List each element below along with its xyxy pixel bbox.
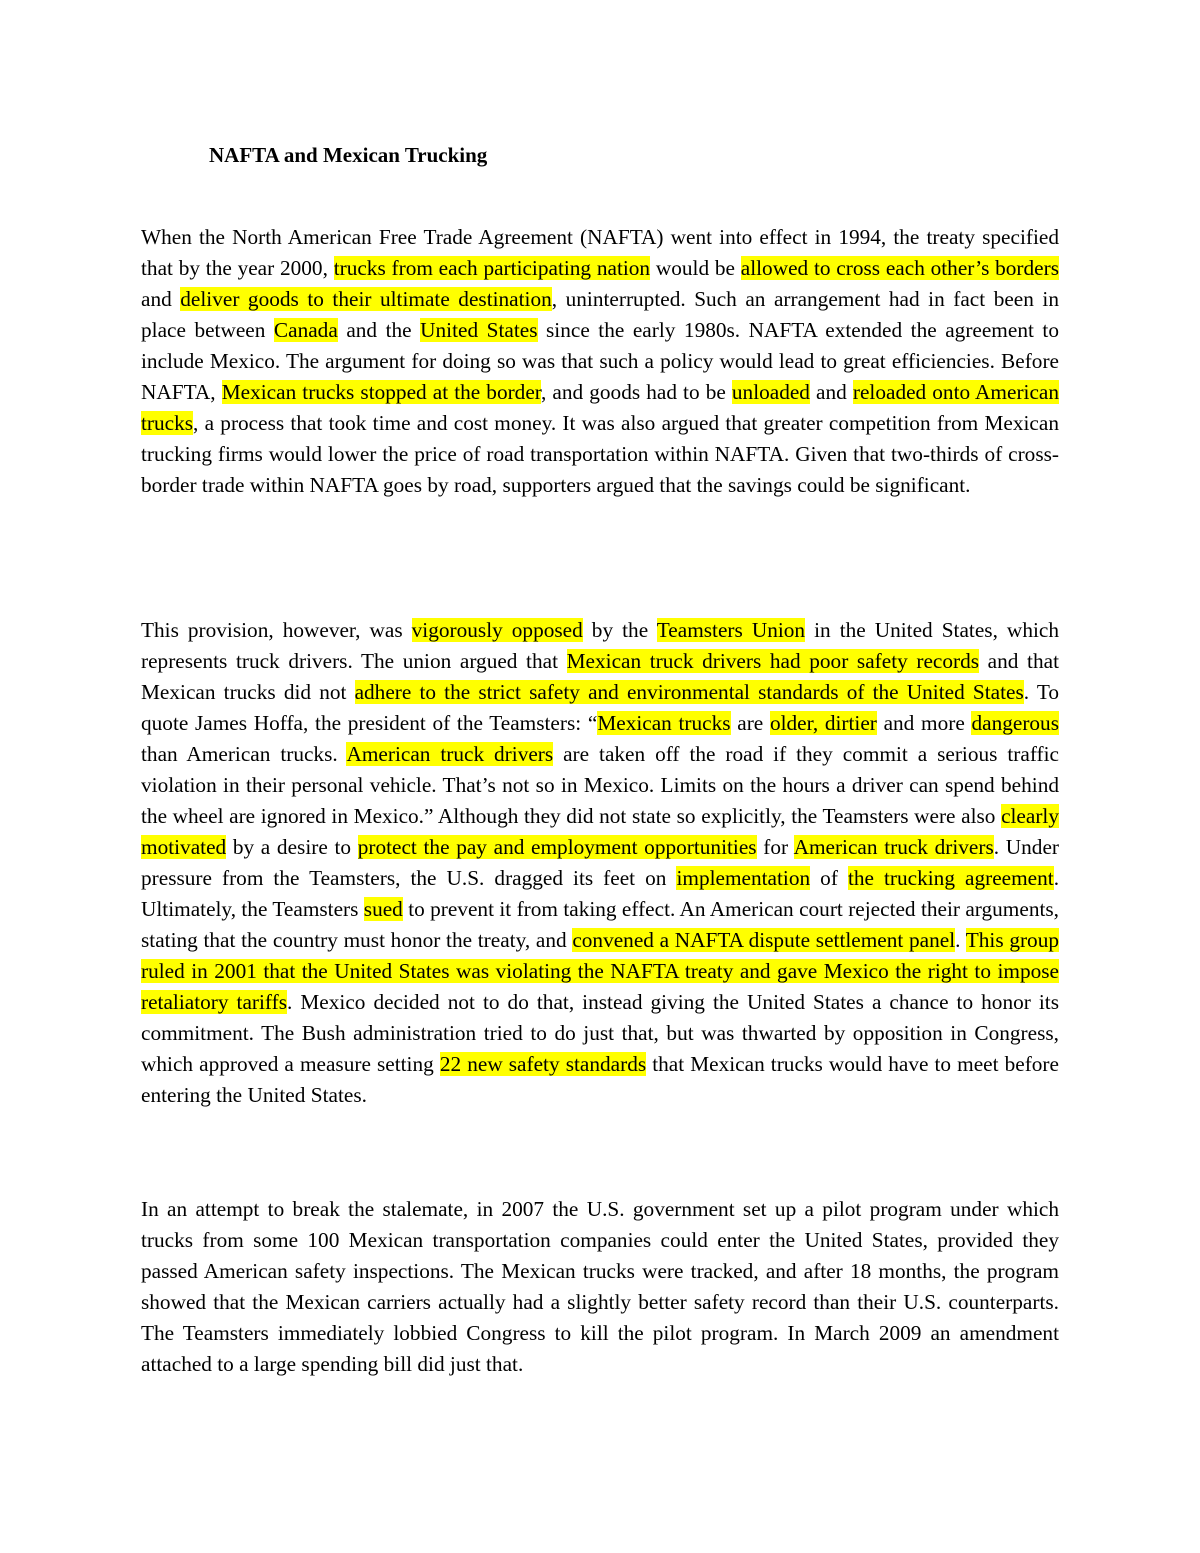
body-text: of — [810, 866, 848, 890]
highlighted-text: Mexican trucks stopped at the border — [221, 380, 542, 404]
body-text: , and goods had to be — [541, 380, 732, 404]
highlighted-text: vigorously opposed — [411, 618, 583, 642]
highlighted-text: implementation — [676, 866, 811, 890]
highlighted-text: adhere to the strict safety and environmental standards of the United States — [354, 680, 1024, 704]
body-text: would be — [650, 256, 741, 280]
body-text: . Under pressure from the Teamsters, the U.S. dragged its feet on — [141, 835, 1059, 890]
body-text: and that Mexican trucks did not — [141, 649, 1059, 704]
body-text: . Ultimately, the Teamsters — [141, 866, 1060, 921]
body-text: by the — [582, 618, 657, 642]
paragraph-3 — [141, 1194, 1059, 1380]
highlighted-text: United States — [420, 318, 538, 342]
highlighted-text: Teamsters Union — [656, 618, 806, 642]
body-text: than American trucks. — [141, 742, 347, 766]
highlighted-text: convened a NAFTA dispute settlement panel — [572, 928, 956, 952]
paragraph-1 — [141, 222, 1059, 501]
highlighted-text: American truck drivers — [793, 835, 994, 859]
body-text: , uninterrupted. Such an arrangement had in fact been in place between — [141, 287, 1059, 342]
body-text: since the early 1980s. NAFTA extended the agreement to include Mexico. The argument for doing so was that such a policy would lead to great efficiencies. Before NAFTA, — [141, 318, 1059, 404]
body-text: for — [756, 835, 794, 859]
highlighted-text: protect the pay and employment opportunities — [357, 835, 757, 859]
body-text: and — [141, 287, 181, 311]
body-text: and more — [876, 711, 972, 735]
body-text: to prevent it from taking effect. An American court rejected their arguments, stating that the country must honor the treaty, and — [141, 897, 1059, 952]
body-text: . — [955, 928, 966, 952]
document-title: NAFTA and Mexican Trucking — [209, 143, 488, 167]
highlighted-text: This group ruled in 2001 that the United States was violating the NAFTA treaty and gave Mexico the right to impose retaliatory tariffs — [141, 928, 1060, 1014]
highlighted-text: Mexican truck drivers had poor safety records — [566, 649, 980, 673]
highlighted-text: clearly motivated — [141, 804, 1059, 859]
body-text: that Mexican trucks would have to meet before entering the United States. — [141, 1052, 1059, 1107]
highlighted-text: dangerous — [971, 711, 1059, 735]
body-text: are taken off the road if they commit a serious traffic violation in their personal vehicle. That’s not so in Mexico. Limits on the hours a driver can spend behind the wheel are ignored in Mexico.” Although they did not state so explicitly, the Teamsters were also — [141, 742, 1059, 828]
body-text: and — [809, 380, 853, 404]
body-text: In an attempt to break the stalemate, in 2007 the U.S. government set up a pilot program under which trucks from some 100 Mexican transportation companies could enter the United States, provided they passed American safety inspections. The Mexican trucks were tracked, and after 18 months, the program showed that the Mexican carriers actually had a slightly better safety record than their U.S. counterparts. The Teamsters immediately lobbied Congress to kill the pilot program. In March 2009 an amendment attached to a large spending bill did just that. — [141, 1197, 1059, 1376]
highlighted-text: deliver goods to their ultimate destination — [180, 287, 552, 311]
highlighted-text: Mexican trucks — [597, 711, 731, 735]
highlighted-text: American truck drivers — [346, 742, 554, 766]
body-text: by a desire to — [226, 835, 358, 859]
highlighted-text: Canada — [273, 318, 338, 342]
body-text: . Mexico decided not to do that, instead giving the United States a chance to honor its commitment. The Bush administration tried to do just that, but was thwarted by opposition in Congress, which approved a measure setting — [141, 990, 1059, 1076]
highlighted-text: older, dirtier — [769, 711, 877, 735]
highlighted-text: sued — [363, 897, 403, 921]
body-text: in the United States, which represents truck drivers. The union argued that — [141, 618, 1059, 673]
body-text: . To quote James Hoffa, the president of the Teamsters: “ — [141, 680, 1060, 735]
body-text: and the — [337, 318, 421, 342]
body-text: When the North American Free Trade Agreement (NAFTA) went into effect in 1994, the treaty specified that by the year 2000, — [141, 225, 1059, 280]
highlighted-text: reloaded onto American trucks — [141, 380, 1060, 435]
highlighted-text: unloaded — [731, 380, 810, 404]
highlighted-text: allowed to cross each other’s borders — [740, 256, 1060, 280]
body-text: This provision, however, was — [141, 618, 412, 642]
highlighted-text: trucks from each participating nation — [333, 256, 651, 280]
highlighted-text: the trucking agreement — [847, 866, 1054, 890]
body-text: are — [730, 711, 770, 735]
paragraph-2 — [141, 615, 1059, 1111]
body-text: , a process that took time and cost money. It was also argued that greater competition from Mexican trucking firms would lower the price of road transportation within NAFTA. Given that two-thirds of cross-border trade within NAFTA goes by road, supporters argued that the savings could be significant. — [141, 411, 1059, 497]
highlighted-text: 22 new safety standards — [439, 1052, 647, 1076]
